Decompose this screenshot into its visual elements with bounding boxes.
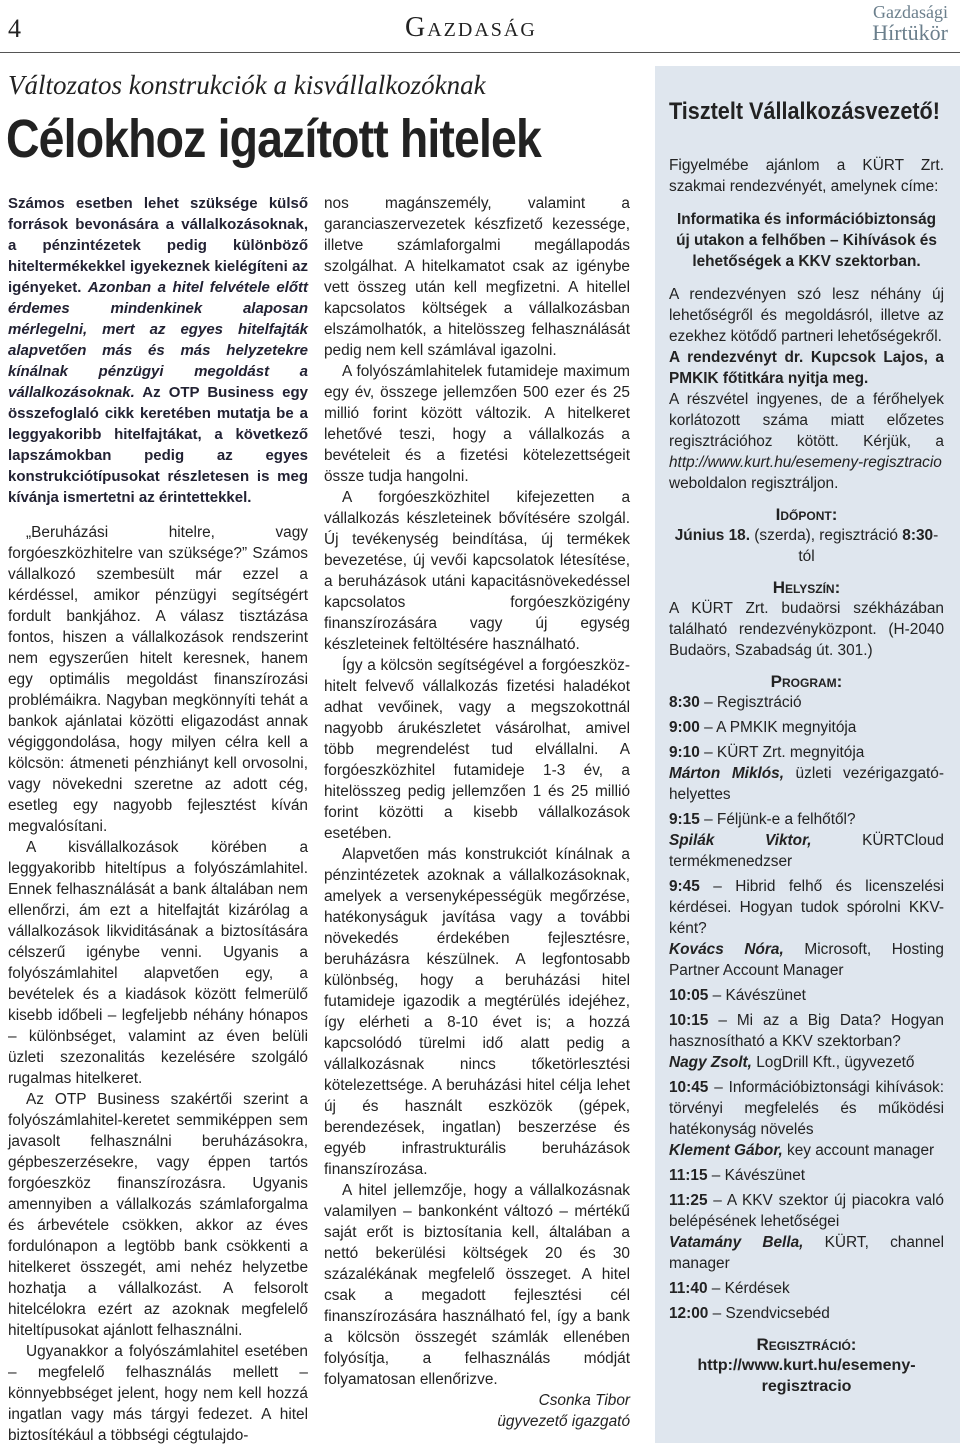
program-text: – Információbiztonsági kihívások: törvényi megfelelés és működési hatékonyság növelés: [669, 1079, 944, 1138]
sidebar-title: Tisztelt Vállalkozásvezető!: [669, 98, 940, 125]
page-number: 4: [8, 14, 21, 43]
program-item: [669, 1303, 944, 1324]
program-item: [669, 742, 944, 805]
lead-part-b: Azonban a hitel felvétele előtt érdemes mindenkinek alaposan mérlegelni, mert az egyes hitelfajták alapvetően más és más helyzetekre kínálnak pénzügyi megoldást a vállalkozásoknak.: [8, 279, 308, 401]
program-item: [669, 1278, 944, 1299]
program-item: [669, 985, 944, 1006]
paragraph: A kisvállalkozások körében a leggyakoribb hiteltípus a folyószámlahitel. Ennek felhasználását a bank általában nem ellenőrzi, ám ezt a hitelfajtát kizárólag a vállalkozások likviditásának a biztosítására célszerű igénybe venni. Ugyanis a folyószámlahitel alapvetően egy, a bevételek és a kiadások között felmerülő kisebb időbeli – legfeljebb néhány hónapos – különbséget, valamint az éven belüli üzleti szezonalitás kezelésére szolgáló rugalmas hitelkeret.: [8, 839, 308, 1087]
program-speaker-role: üzleti vezérigazgató-helyettes: [669, 765, 944, 803]
program-speaker: Nagy Zsolt,: [669, 1054, 752, 1071]
paragraph: A hitel jellemzője, hogy a vállalkozásnak valamilyen – bankonként változó – mértékű saját erőt is biztosítania kell, általában a nettó bekerülési költségek 20 és 30 százalékának megfelelő összeget. A hitel csak a megadott fejlesztési cél finanszírozására használható fel, így a bank a kölcsön összegét számlák ellenében folyósítja, a felhasználás módját folyamatosan ellenőrizve.: [324, 1182, 630, 1388]
program-item: [669, 876, 944, 981]
event-title: Informatika és információbiztonság új utakon a felhőben – Kihívások és lehetőségek a KKV szektorban.: [676, 211, 937, 270]
reg-time: 8:30: [902, 527, 934, 544]
program-time: 8:30: [669, 694, 700, 711]
time-heading: Időpont:: [775, 505, 838, 524]
article-subtitle: Változatos konstrukciók a kisvállalkozóknak: [8, 70, 486, 100]
program-heading: Program:: [770, 672, 843, 691]
date-rest: (szerda), regisztráció: [750, 527, 903, 544]
lead-part-c: Az OTP Business egy összefoglaló cikk keretében mutatja be a leggyakoribb hitelfajtákat, a következő lapszámokban pedig az egyes konstrukciótípusokat részletesen is meg kívánja ismertetni az érintettekkel.: [8, 384, 308, 506]
program-item: [669, 692, 944, 713]
article-lead: [8, 193, 308, 508]
lead-part-a: Számos esetben lehet szüksége külső források bevonására a vállalkozásoknak, a pénzintézetek pedig különböző hiteltermékekkel igyekeznek kielégíteni az igényeket.: [8, 195, 308, 296]
place-heading: Helyszín:: [772, 578, 841, 597]
program-speaker-role: Microsoft, Hosting Partner Account Manager: [669, 941, 944, 979]
program-item: [669, 809, 944, 872]
date-end: -tól: [798, 527, 939, 565]
brand-line-1: Gazdasági: [873, 2, 948, 22]
program-item: [669, 1010, 944, 1073]
program-speaker: Kovács Nóra,: [669, 941, 784, 958]
signature-role: ügyvezető igazgató: [497, 1413, 630, 1430]
article-column-1: [8, 193, 308, 1446]
program-speaker: Spilák Viktor,: [669, 832, 812, 849]
signature-name: Csonka Tibor: [538, 1392, 630, 1409]
program-item: [669, 1077, 944, 1161]
program-text: – Regisztráció: [699, 694, 802, 711]
header-rule: [0, 52, 960, 53]
paragraph: A folyószámlahitelek futamideje maximum egy év, összege jellemzően 500 ezer és 25 millió forint között változik. A hitelkeret lehetővé teszi, hogy a vállalkozás a bevételeit és a fizetési kötelezettségeit össze tudja hangolni.: [324, 363, 630, 485]
program-speaker-role: LogDrill Kft., ügyvezető: [751, 1054, 915, 1071]
registration-text: [669, 389, 944, 494]
event-date: [669, 525, 944, 567]
brand-line-2: Hírtükör: [872, 20, 948, 45]
paragraph: Ugyanakkor a folyószámlahitel esetében – megfelelő felhasználás mellett – könnyebbséget jelent, hogy nem kell hozzá ingatlan vagy más tárgyi fedezet. A hitel biztosítékául a többségi cégtulajdo-: [8, 1343, 308, 1444]
program-item: [669, 1165, 944, 1186]
program-text: – A PMKIK megnyitója: [699, 719, 857, 736]
article-column-2: [324, 193, 630, 1432]
event-place: A KÜRT Zrt. budaörsi székházában található rendezvényközpont. (H-2040 Budaörs, Szabadság út. 301.): [669, 600, 944, 659]
registration-link[interactable]: http://www.kurt.hu/esemeny-regisztracio: [669, 454, 942, 471]
program-text: – Kávészünet: [707, 1167, 806, 1184]
program-speaker: Márton Miklós,: [669, 765, 785, 782]
program-text: – Szendvicsebéd: [708, 1305, 830, 1322]
program-item: [669, 1190, 944, 1274]
reg-text-a: A részvétel ingyenes, de a férőhelyek korlátozott száma miatt előzetes regisztrációhoz kötött. Kérjük, a: [669, 391, 944, 450]
program-text: – Mi az a Big Data? Hogyan hasznosítható a KKV szektorban?: [669, 1012, 944, 1050]
program-time: 11:25: [669, 1192, 708, 1209]
date-bold: Június 18.: [674, 527, 751, 544]
registration-heading: Regisztráció:: [756, 1335, 857, 1354]
program-text: – KÜRT Zrt. megnyitója: [699, 744, 865, 761]
paragraph: „Beruházási hitelre, vagy forgóeszközhitelre van szüksége?” Számos vállalkozó szembesült már ezzel a kérdéssel, amikor pénzügyi segítségért fordult bankjához. A válasz tisztázása fontos, hiszen a vállalkozások rendszerint nem egyszerűen hitelt keresnek, hanem egy optimális megoldást finanszírozási problémáikra. Nagyban megkönnyíti tehát a bankok ajánlatai közötti eligazodást annak végiggondolása, hogy milyen célra kell a kölcsön: átmeneti pénzhiányt kell orvosolni, vagy növekedni szeretne az adott cég, esetleg egy nagyobb fejlesztést kíván megvalósítani.: [8, 524, 308, 835]
program-time: 11:40: [669, 1280, 708, 1297]
program-speaker: Klement Gábor,: [669, 1142, 783, 1159]
program-text: – Hibrid felhő és licenszelési kérdései. Hogyan tudok spórolni KKV-ként?: [669, 878, 944, 937]
program-list: [669, 692, 944, 1324]
program-text: – A KKV szektor új piacokra való belépésének lehetőségei: [669, 1192, 944, 1230]
article-title: Célokhoz igazított hitelek: [6, 109, 541, 169]
program-time: 9:15: [669, 811, 700, 828]
program-speaker: Vatamány Bella,: [669, 1234, 804, 1251]
program-speaker-role: KÜRTCloud termékmenedzser: [669, 832, 944, 870]
program-time: 10:05: [669, 987, 709, 1004]
sidebar-content: [669, 155, 944, 1397]
program-text: – Kérdések: [707, 1280, 790, 1297]
paragraph: Alapvetően más konstrukciót kínálnak a pénzintézetek azoknak a vállalkozásoknak, amelyek a versenyképességük megőrzése, hatékonyságuk javítása vagy a további növekedés érdekében fejlesztésre, beruházásra készülnek. A legfontosabb különbség, hogy a beruházási hitel futamideje igazodik a megtérülés idejéhez, így elérheti a 8-10 évet is; a hozzá kapcsolódó türelmi idő alatt pedig a vállalkozásnak nincs tőketörlesztési kötelezettsége. A beruházási hitel célja lehet új és használt eszközök (gépek, berendezések, ingatlan) beszerzése és egyéb infrastrukturális beruházások finanszírozása.: [324, 846, 630, 1178]
program-time: 9:00: [669, 719, 700, 736]
program-speaker-role: key account manager: [782, 1142, 935, 1159]
program-time: 9:45: [669, 878, 700, 895]
program-speaker-role: KÜRT, channel manager: [669, 1234, 944, 1272]
sidebar-intro: Figyelmébe ajánlom a KÜRT Zrt. szakmai rendezvényét, amelynek címe:: [669, 157, 944, 195]
paragraph: Az OTP Business szakértői szerint a folyószámlahitel-keretet semmiképpen sem javasolt felhasználni beruházásokra, gépbeszerzésekre, vagy éppen tartós forgóeszköz finanszírozásra. Ugyanis amennyiben a vállalkozás számlaforgalma és árbevétele csökken, akkor az éves fordulónapon a legtöbb bank csökkenti a hitelkeret összegét, ami nehéz helyzetbe hozhatja a vállalkozást. A felsorolt hitelcélokra ezért az azoknak megfelelő hiteltípusokat ajánlott felhasználni.: [8, 1091, 308, 1339]
program-text: – Kávészünet: [708, 987, 806, 1004]
program-time: 11:15: [669, 1167, 708, 1184]
paragraph: Így a kölcsön segítségével a forgóeszköz-hitelt felvevő vállalkozás fizetési haladékot adhat vevőinek, vagy a megszokottnál nagyobb árukészletet vásárolhat, amivel több megrendelést tud elvállalni. A forgóeszközhitel futamideje 1-3 év, a hitelösszeg pedig jellemzően 1 és 25 millió forint közötti a kisebb vállalkozások esetében.: [324, 657, 630, 842]
event-description: A rendezvényen szó lesz néhány új lehetőségről és megoldásról, illetve az ezekhez kötődő partneri lehetőségekről.: [669, 286, 944, 345]
section-title: Gazdaság: [405, 12, 537, 43]
program-item: [669, 717, 944, 738]
spacer: [8, 508, 308, 522]
registration-url[interactable]: http://www.kurt.hu/esemeny-regisztracio: [697, 1357, 916, 1395]
program-time: 9:10: [669, 744, 700, 761]
program-time: 12:00: [669, 1305, 709, 1322]
paragraph: nos magánszemély, valamint a garanciaszervezetek készfizető kezessége, illetve számlaforgalmi megállapodás szolgálhat. A hitelkamatot csak az igénybe vett összeg után kell megfizetni. A hitellel kapcsolatos költségek a vállalkozásban elszámolhatók, a hitelösszeg felhasználását pedig nem kell számlával igazolni.: [324, 195, 630, 359]
reg-text-b: weboldalon regisztráljon.: [669, 475, 839, 492]
program-time: 10:15: [669, 1012, 709, 1029]
program-text: – Féljünk-e a felhőtől?: [699, 811, 856, 828]
paragraph: A forgóeszközhitel kifejezetten a vállalkozás készleteinek bővítésére szolgál. Új tevékenység beindítása, új termékek bevezetése, új vevői kapcsolatok létesítése, a beruházások utáni kapacitásnövekedéssel kapcsolatos forgóeszközigény finanszírozására vagy új egység készleteinek feltöltésére használható.: [324, 489, 630, 653]
event-host: A rendezvényt dr. Kupcsok Lajos, a PMKIK főtitkára nyitja meg.: [669, 349, 944, 387]
program-time: 10:45: [669, 1079, 709, 1096]
